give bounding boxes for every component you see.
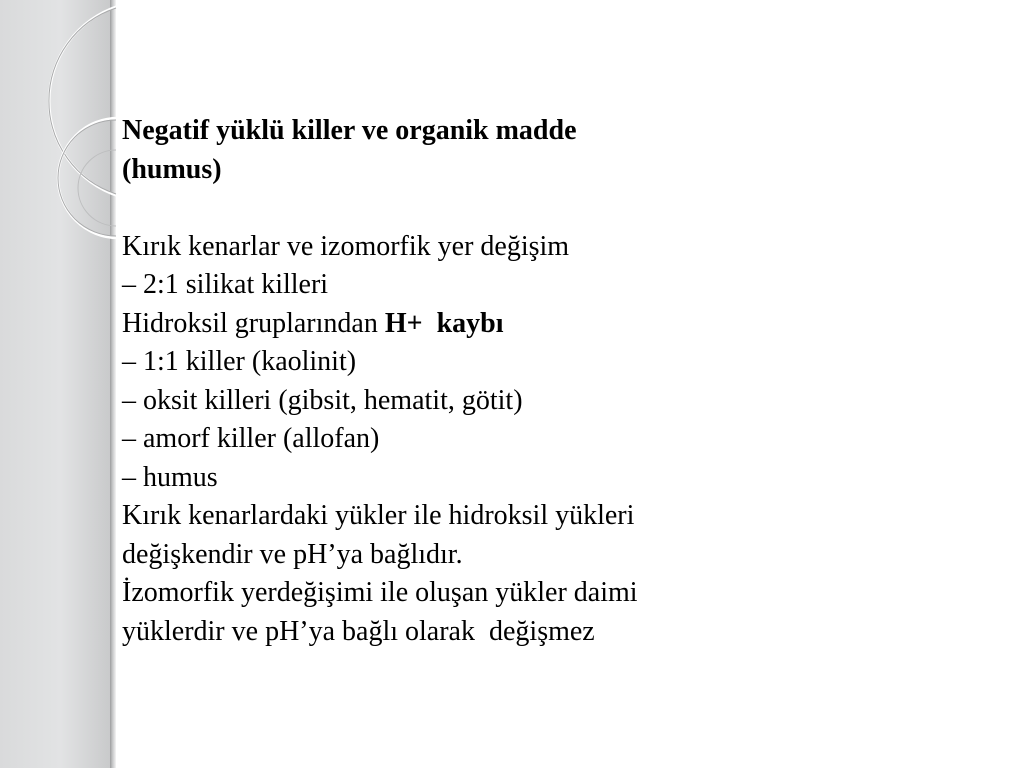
- text-line-9: değişkendir ve pH’ya bağlıdır.: [122, 538, 463, 570]
- text-line-7: – humus: [122, 461, 218, 493]
- text-line-10: İzomorfik yerdeğişimi ile oluşan yükler daimi: [122, 577, 638, 608]
- text-line-3-bold: H+ kaybı: [384, 307, 504, 339]
- text-line-5: – oksit killeri (gibsit, hematit, götit): [122, 384, 523, 416]
- text-line-4: – 1:1 killer (kaolinit): [122, 346, 357, 377]
- slide-content: [122, 112, 982, 651]
- text-line-8: Kırık kenarlardaki yükler ile hidroksil yükleri: [122, 500, 635, 531]
- text-line-3-prefix: Hidroksil gruplarından: [122, 307, 385, 339]
- text-line-1: Kırık kenarlar ve izomorfik yer değişim: [122, 230, 570, 262]
- decorative-circles: [0, 0, 140, 260]
- text-line-11: yüklerdir ve pH’ya bağlı olarak değişmez: [122, 615, 595, 647]
- text-line-6: – amorf killer (allofan): [122, 423, 380, 454]
- slide-heading-line-2: (humus): [122, 153, 222, 185]
- text-line-2: – 2:1 silikat killeri: [122, 269, 329, 300]
- blank-line: [122, 189, 982, 228]
- slide-heading-line-1: Negatif yüklü killer ve organik madde: [122, 115, 577, 146]
- text-line-3: [122, 305, 982, 344]
